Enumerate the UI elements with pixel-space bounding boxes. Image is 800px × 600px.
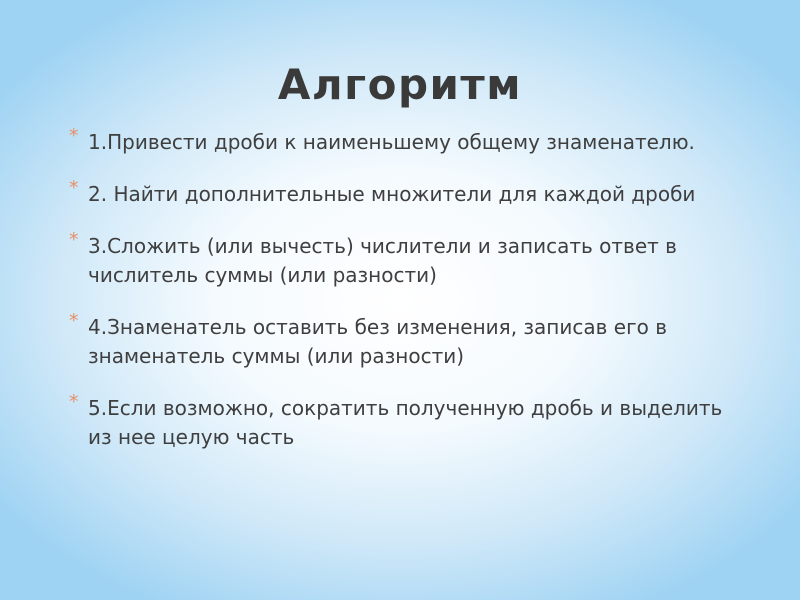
list-item-text: 2. Найти дополнительные множители для каждой дроби xyxy=(88,182,696,206)
asterisk-icon: * xyxy=(69,310,79,332)
list-item xyxy=(69,310,728,371)
asterisk-icon: * xyxy=(69,125,79,147)
list-item-text: 1.Привести дроби к наименьшему общему знаменателю. xyxy=(88,130,695,154)
list-item xyxy=(69,125,728,157)
slide-title: Алгоритм xyxy=(277,60,523,109)
list-item xyxy=(69,177,728,209)
asterisk-icon: * xyxy=(69,229,79,251)
asterisk-icon: * xyxy=(69,391,79,413)
asterisk-icon: * xyxy=(69,177,79,199)
list-item-text: 5.Если возможно, сократить полученную дробь и выделить из нее целую часть xyxy=(88,396,723,449)
list-item-text: 4.Знаменатель оставить без изменения, записав его в знаменатель суммы (или разности) xyxy=(88,315,667,368)
list-item xyxy=(69,229,728,290)
algorithm-list xyxy=(69,125,728,475)
list-item xyxy=(69,391,728,452)
list-item-text: 3.Сложить (или вычесть) числители и записать ответ в числитель суммы (или разности) xyxy=(88,234,677,287)
